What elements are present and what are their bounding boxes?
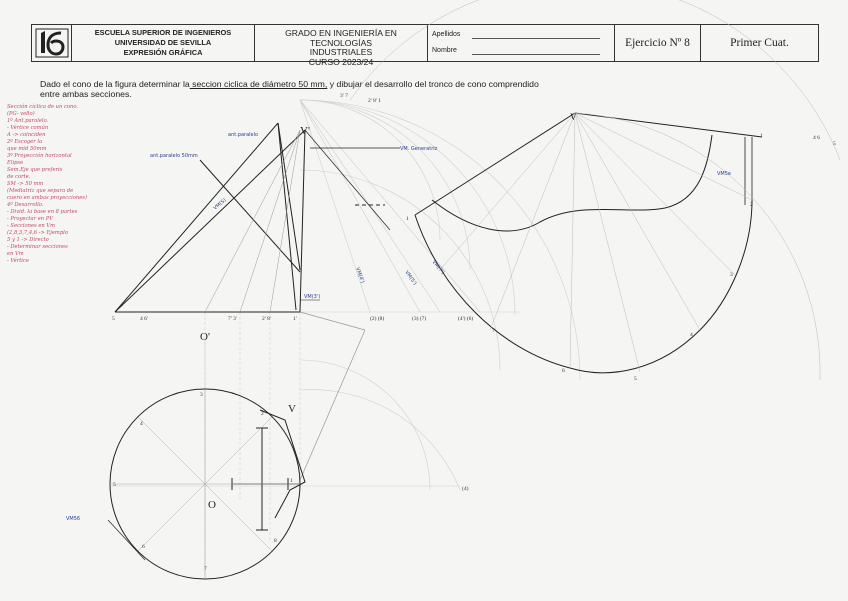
plan-point-1: 1 — [290, 478, 293, 484]
statement-text-2: y dibujar el desarrollo del tronco de cono comprendido — [327, 79, 539, 89]
plan-point-6: 6 — [142, 544, 145, 550]
course-year: CURSO 2023/24 — [308, 56, 374, 67]
note-line: 4º Desarrollo. — [7, 202, 44, 208]
base-point-7-3: 7' 3' — [228, 316, 237, 322]
plan-point-8: 8 — [274, 538, 277, 544]
ground-mark-3-7: (3) (7) — [412, 316, 427, 322]
development-point-4: 4 — [690, 332, 693, 338]
note-line: - Vértice común — [7, 125, 49, 131]
school-line-2: UNIVERSIDAD DE SEVILLA — [114, 38, 212, 47]
apellidos-label: Apellidos — [432, 31, 461, 38]
base-point-5: 5 — [112, 316, 115, 322]
note-line: - Proyectar en PV — [7, 216, 54, 222]
note-line: Sección cíclica de un cono. — [7, 104, 79, 110]
vm-generatrix-label: VM. Generatriz — [400, 146, 438, 152]
vm-s4-label: VM(7') — [430, 259, 446, 276]
development-point-5: 5 — [634, 376, 637, 382]
development-point-2: 2 — [750, 202, 753, 208]
school-line-1: ESCUELA SUPERIOR DE INGENIEROS — [94, 28, 232, 37]
vm-s-label: VM(S) — [212, 197, 228, 212]
plan-point-2: 2 — [261, 411, 264, 417]
development-point-7: 7 — [492, 328, 495, 334]
note-line: - Secciones en Vm — [7, 223, 56, 229]
vm-s3-label: VM(5') — [403, 269, 418, 287]
note-line: 3º Proyección horizontal — [7, 153, 72, 159]
base-point-2-8: 2' 8' — [262, 316, 271, 322]
statement-text-3: entre ambas secciones. — [40, 89, 132, 99]
plan-point-5: 5 — [113, 482, 116, 488]
vm-5e-label: VM5e — [717, 171, 731, 177]
plan-point-7: 7 — [204, 566, 207, 572]
apex-plan-label: V — [288, 403, 296, 415]
note-line: A -> coinciden — [7, 132, 46, 138]
development-point-1: 1 — [760, 133, 763, 139]
degree-line-2: INDUSTRIALES — [309, 47, 373, 57]
note-line: (PG- ve8o) — [7, 111, 35, 117]
note-line: cuero en ambas proyecciones) — [7, 195, 87, 201]
note-line: 2º Escoger la — [7, 139, 43, 145]
note-line: que mid 50mm — [7, 146, 47, 152]
statement-text-1: Dado el cono de la figura determinar la — [40, 79, 190, 89]
ground-mark-2-8: (2) (8) — [370, 316, 385, 322]
top-mark-right: 2' 8' 1 — [368, 98, 381, 104]
ground-mark-4-6: (4') (6) — [458, 316, 474, 322]
note-line: en Vm — [7, 251, 24, 257]
antiparallel-50-label: ant.paralelo 50mm — [150, 153, 198, 159]
base-point-4-6: 4 6' — [140, 316, 148, 322]
exercise-number: Ejercicio Nº 8 — [615, 25, 701, 61]
nombre-label: Nombre — [432, 47, 457, 54]
note-line: - Divid. la base en 8 partes — [7, 209, 78, 215]
development-point-6: 6 — [562, 368, 565, 374]
misc-mark-1: 4 6 — [813, 135, 820, 141]
plan-point-3: 3 — [200, 392, 203, 398]
development-point-3: 3 — [730, 272, 733, 278]
note-line: de corte. — [7, 174, 31, 180]
note-line: (2,8,3,7,4,6 -> Ejemplo — [7, 230, 68, 236]
note-line: (Mediatriz que separa de — [7, 188, 74, 194]
misc-mark-3: (4) — [462, 486, 469, 492]
axis-front-label: O' — [200, 331, 210, 343]
note-line: - Determinar secciones — [7, 244, 68, 250]
top-mark-left: 3' 7 — [340, 93, 348, 99]
note-line: - Vértice — [7, 258, 29, 264]
note-line: 1º Ant.paralelo. — [7, 118, 49, 124]
base-point-1: 1' — [293, 316, 297, 322]
degree-line-1: GRADO EN INGENIERÍA EN TECNOLOGÍAS — [285, 28, 397, 48]
note-line: Elipse — [7, 160, 24, 166]
apex-development-label: V — [570, 112, 577, 122]
plan-point-4: 4 — [140, 421, 143, 427]
development-point-1: 1 — [406, 216, 409, 222]
misc-mark-2: 5 — [833, 141, 836, 147]
term-label: Primer Cuat. — [730, 37, 789, 49]
note-line: Sem.Eje que preferis — [7, 167, 63, 173]
axis-plan-label: O — [208, 499, 216, 511]
antiparallel-label: ant.paralelo — [228, 132, 259, 138]
school-line-3: EXPRESIÓN GRÁFICA — [123, 48, 203, 57]
note-line: SM -> 50 mm — [7, 181, 44, 187]
vm-56-label: VM56 — [66, 516, 81, 522]
apex-elevation-label: V' — [300, 125, 310, 137]
statement-highlight: seccion ciclica de diámetro 50 mm, — [189, 79, 328, 89]
vm-s2-label: VM(4') — [354, 266, 366, 284]
vm-s1-label: VM(3') — [304, 294, 321, 300]
note-line: 5 y 1 -> Directo — [7, 237, 49, 243]
